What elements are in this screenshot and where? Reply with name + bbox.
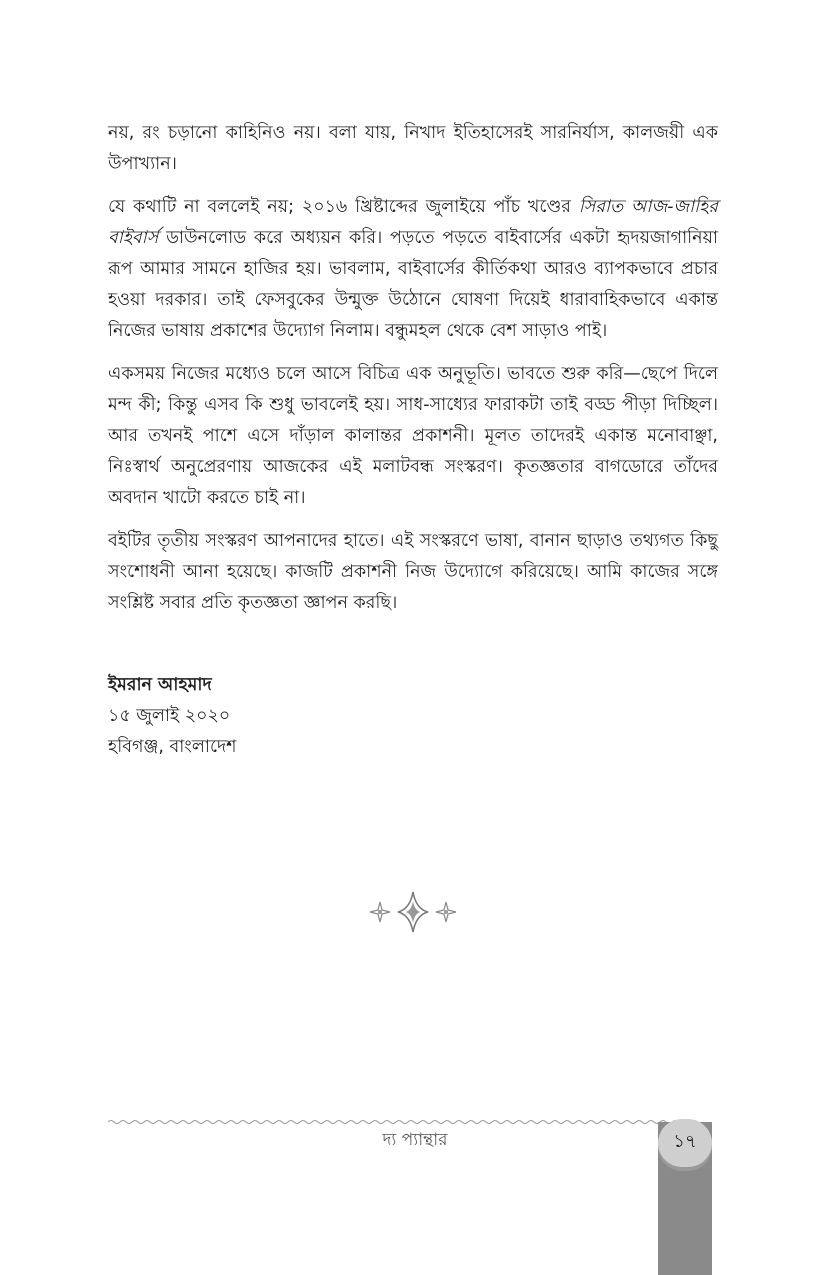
sparkle-ornament-icon xyxy=(368,890,458,934)
paragraph-2 xyxy=(108,192,718,347)
footer-wavy-rule xyxy=(108,1118,683,1126)
signature-place: হবিগঞ্জ, বাংলাদেশ xyxy=(108,737,237,757)
paragraph-3: একসময় নিজের মধ্যেও চলে আসে বিচিত্র এক অনুভূতি। ভাবতে শুরু করি—ছেপে দিলে মন্দ কী; কিন্তু এসব কি শুধু ভাবলেই হয়। সাধ-সাধ্যের ফারাকটা তাই বড্ড পীড়া দিচ্ছিল। আর তখনই পাশে এসে দাঁড়াল কালান্তর প্রকাশনী। মূলত তাদেরই একান্ত মনোবাঞ্ছা, নিঃস্বার্থ অনুপ্রেরণায় আজকের এই মলাটবন্ধ সংস্করণ। কৃতজ্ঞতার বাগডোরে তাঁদের অবদান খাটো করতে চাই না। xyxy=(108,364,718,508)
book-title-italic: সিরাত আজ-জাহির বাইবার্স xyxy=(108,197,718,248)
paragraph-2-intro: যে কথাটি না বললেই নয়; ২০১৬ খ্রিষ্টাব্দের জুলাইয়ে পাঁচ খণ্ডের xyxy=(108,197,579,217)
signature-date: ১৫ জুলাই ২০২০ xyxy=(108,706,231,726)
body-text xyxy=(108,118,718,631)
running-footer-title: দ্য প্যান্থার xyxy=(382,1130,448,1150)
author-name: ইমরান আহমাদ xyxy=(108,675,212,695)
signature-block xyxy=(108,670,237,763)
paragraph-2-rest: ডাউনলোড করে অধ্যয়ন করি। পড়তে পড়তে বাইবার্সের একটা হৃদয়জাগানিয়া রূপ আমার সামনে হাজির হয়। ভাবলাম, বাইবার্সের কীর্তিকথা আরও ব্যাপকভাবে প্রচার হওয়া দরকার। তাই ফেসবুকের উন্মুক্ত উঠোনে ঘোষণা দিয়েই ধারাবাহিকভাবে একান্ত নিজের ভাষায় প্রকাশের উদ্যোগ নিলাম। বন্ধুমহল থেকে বেশ সাড়াও পাই। xyxy=(108,228,718,341)
paragraph-4: বইটির তৃতীয় সংস্করণ আপনাদের হাতে। এই সংস্করণে ভাষা, বানান ছাড়াও তথ্যগত কিছু সংশোধনী আনা হয়েছে। কাজটি প্রকাশনী নিজ উদ্যোগে করিয়েছে। আমি কাজের সঙ্গে সংশ্লিষ্ট সবার প্রতি কৃতজ্ঞতা জ্ঞাপন করছি। xyxy=(108,531,718,613)
paragraph-1: নয়, রং চড়ানো কাহিনিও নয়। বলা যায়, নিখাদ ইতিহাসেরই সারনির্যাস, কালজয়ী এক উপাখ্যান। xyxy=(108,123,718,174)
page-number-badge: ১৭ xyxy=(658,1119,712,1167)
